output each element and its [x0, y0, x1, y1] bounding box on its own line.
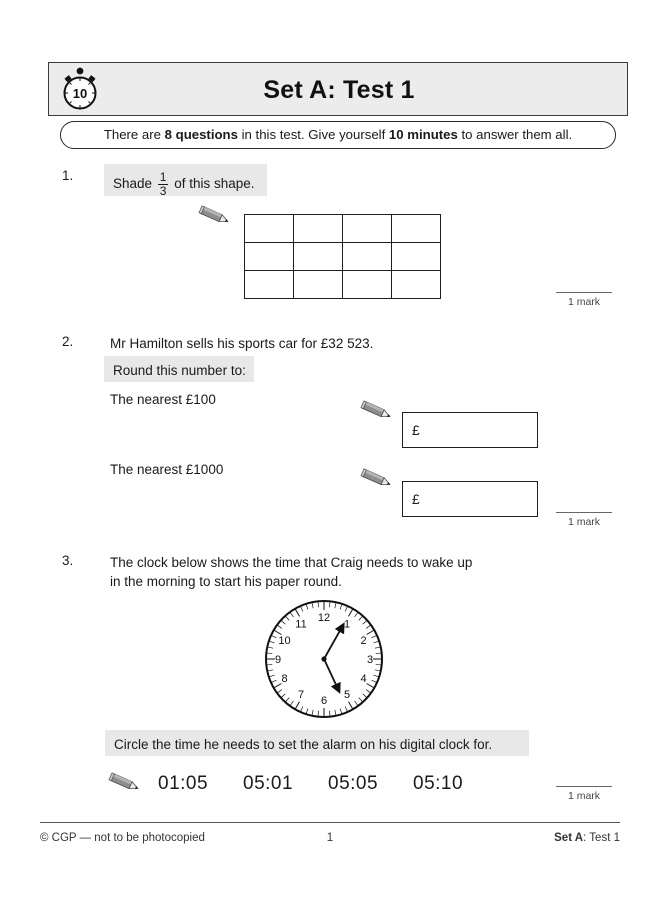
svg-text:12: 12: [317, 612, 331, 624]
grid-cell[interactable]: [245, 215, 294, 243]
mark-label: 1 mark: [567, 790, 601, 802]
instruction-before: There are: [103, 127, 165, 142]
pencil-icon: [360, 468, 394, 490]
question-2-part-a-answer-box[interactable]: [402, 412, 538, 448]
time-option-3[interactable]: 05:05: [328, 773, 379, 794]
question-1-number: 1.: [62, 168, 74, 183]
instruction-time-limit: 10 minutes: [388, 127, 458, 142]
fraction-denominator: 3: [159, 184, 167, 198]
question-1-prompt: [104, 164, 267, 196]
svg-text:2: 2: [360, 635, 367, 647]
mark-rule: [556, 292, 612, 293]
grid-cell[interactable]: [294, 243, 343, 271]
question-1-prompt-suffix: of this shape.: [170, 176, 255, 191]
question-3-mark: [556, 786, 612, 802]
clock-centre-pin: [321, 656, 326, 661]
grid-cell[interactable]: [392, 215, 441, 243]
footer-page-number: 1: [326, 832, 334, 844]
mark-rule: [556, 512, 612, 513]
pencil-icon: [108, 772, 142, 794]
question-2-mark: [556, 512, 612, 528]
analogue-clock: [262, 597, 386, 721]
svg-text:10: 10: [278, 635, 291, 647]
svg-text:5: 5: [343, 689, 351, 701]
page-title: Set A: Test 1: [263, 76, 415, 104]
question-2-stem: Mr Hamilton sells his sports car for £32 523.: [110, 336, 374, 351]
instruction-question-count: 8 questions: [164, 127, 238, 142]
question-3-number: 3.: [62, 553, 74, 568]
question-1-mark: [556, 292, 612, 308]
currency-prefix: £: [412, 491, 420, 507]
question-1-prompt-prefix: Shade: [113, 176, 156, 191]
mark-label: 1 mark: [567, 516, 601, 528]
grid-cell[interactable]: [245, 243, 294, 271]
svg-text:1: 1: [343, 618, 351, 631]
grid-cell[interactable]: [392, 243, 441, 271]
pencil-icon: [198, 205, 232, 227]
question-2-instruction: Round this number to:: [104, 356, 254, 382]
grid-cell[interactable]: [294, 271, 343, 299]
question-2-part-a-label: The nearest £100: [110, 392, 216, 407]
time-option-2[interactable]: 05:01: [243, 773, 294, 794]
footer-set-rest: : Test 1: [583, 832, 620, 844]
fraction-one-third: [158, 171, 169, 197]
svg-text:7: 7: [297, 689, 305, 701]
svg-text:8: 8: [281, 673, 288, 685]
svg-text:9: 9: [274, 654, 282, 666]
question-3-stem-line-2: in the morning to start his paper round.: [110, 574, 342, 589]
currency-prefix: £: [412, 422, 420, 438]
mark-rule: [556, 786, 612, 787]
grid-cell[interactable]: [245, 271, 294, 299]
footer-set-label: [420, 832, 620, 844]
svg-text:3: 3: [366, 654, 374, 666]
pencil-icon: [360, 400, 394, 422]
svg-text:4: 4: [360, 673, 367, 685]
grid-cell[interactable]: [392, 271, 441, 299]
shade-fraction-grid[interactable]: [244, 214, 441, 299]
svg-text:6: 6: [320, 695, 328, 707]
question-3-instruction: Circle the time he needs to set the alarm on his digital clock for.: [105, 730, 529, 756]
fraction-numerator: 1: [159, 170, 167, 184]
time-option-1[interactable]: 01:05: [158, 773, 209, 794]
question-2-number: 2.: [62, 334, 74, 349]
test-title-bar: [48, 62, 628, 116]
grid-cell[interactable]: [343, 271, 392, 299]
footer-set-bold: Set A: [554, 832, 584, 844]
grid-cell[interactable]: [294, 215, 343, 243]
grid-cell[interactable]: [343, 243, 392, 271]
instruction-after: to answer them all.: [457, 127, 573, 142]
footer-copyright: © CGP — not to be photocopied: [40, 832, 205, 844]
svg-text:11: 11: [295, 618, 307, 631]
stopwatch-minutes: 10: [72, 86, 88, 101]
grid-cell[interactable]: [343, 215, 392, 243]
mark-label: 1 mark: [567, 296, 601, 308]
question-2-part-b-label: The nearest £1000: [110, 462, 224, 477]
question-3-stem-line-1: The clock below shows the time that Craig needs to wake up: [110, 555, 473, 570]
question-2-part-b-answer-box[interactable]: [402, 481, 538, 517]
time-option-4[interactable]: 05:10: [413, 773, 464, 794]
footer-divider: [40, 822, 620, 823]
instruction-middle: in this test. Give yourself: [237, 127, 389, 142]
test-instruction-banner: [60, 121, 616, 149]
